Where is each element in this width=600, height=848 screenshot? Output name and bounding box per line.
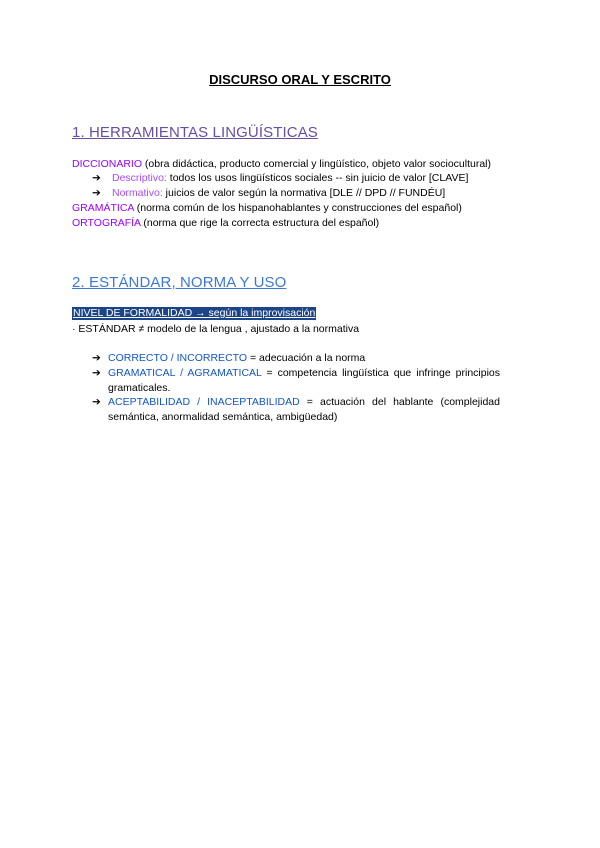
ortografia-desc: (norma que rige la correcta estructura del español) (140, 217, 380, 229)
item-term: GRAMATICAL / AGRAMATICAL (108, 367, 262, 379)
diccionario-term: DICCIONARIO (72, 158, 143, 170)
arrow-icon: ➔ (92, 367, 101, 379)
section-1-heading: 1. HERRAMIENTAS LINGÜÍSTICAS (72, 124, 318, 141)
arrow-icon: ➔ (92, 396, 101, 408)
gramatica-desc: (norma común de los hispanohablantes y construcciones del español) (133, 202, 462, 214)
item-term: CORRECTO / INCORRECTO (108, 352, 248, 364)
section-2-heading: 2. ESTÁNDAR, NORMA Y USO (72, 274, 287, 291)
arrow-icon: ➔ (92, 187, 101, 199)
arrow-icon: ➔ (92, 172, 101, 184)
list-item (92, 366, 500, 395)
diccionario-line (72, 157, 491, 171)
formality-highlight: NIVEL DE FORMALIDAD → según la improvisación (73, 307, 316, 319)
list-item (92, 395, 500, 424)
ortografia-line (72, 216, 379, 230)
descriptivo-line (92, 171, 468, 185)
list-item (92, 351, 500, 366)
normativo-line (92, 186, 445, 200)
arrow-icon: ➔ (92, 352, 101, 364)
normativo-desc: juicios de valor según la normativa [DLE // DPD // FUNDÉU] (162, 187, 446, 199)
document-title: DISCURSO ORAL Y ESCRITO (209, 72, 391, 87)
item-desc: = actuación del hablante (complejidad semántica, anormalidad semántica, ambigüedad) (108, 396, 500, 423)
gramatica-term: GRAMÁTICA (72, 202, 134, 214)
gramatica-line (72, 201, 462, 215)
estandar-line: · ESTÁNDAR ≠ modelo de la lengua , ajustado a la normativa (72, 323, 360, 335)
descriptivo-term: Descriptivo: (112, 172, 167, 184)
normativo-term: Normativo: (112, 187, 163, 199)
item-term: ACEPTABILIDAD / INACEPTABILIDAD (108, 396, 300, 408)
descriptivo-desc: todos los usos lingüísticos sociales -- sin juicio de valor [CLAVE] (166, 172, 469, 184)
item-desc: = competencia lingüística que infringe principios gramaticales. (108, 367, 501, 394)
diccionario-desc: (obra didáctica, producto comercial y lingüístico, objeto valor sociocultural) (142, 158, 492, 170)
item-desc: = adecuación a la norma (247, 352, 366, 364)
ortografia-term: ORTOGRAFÍA (72, 217, 141, 229)
